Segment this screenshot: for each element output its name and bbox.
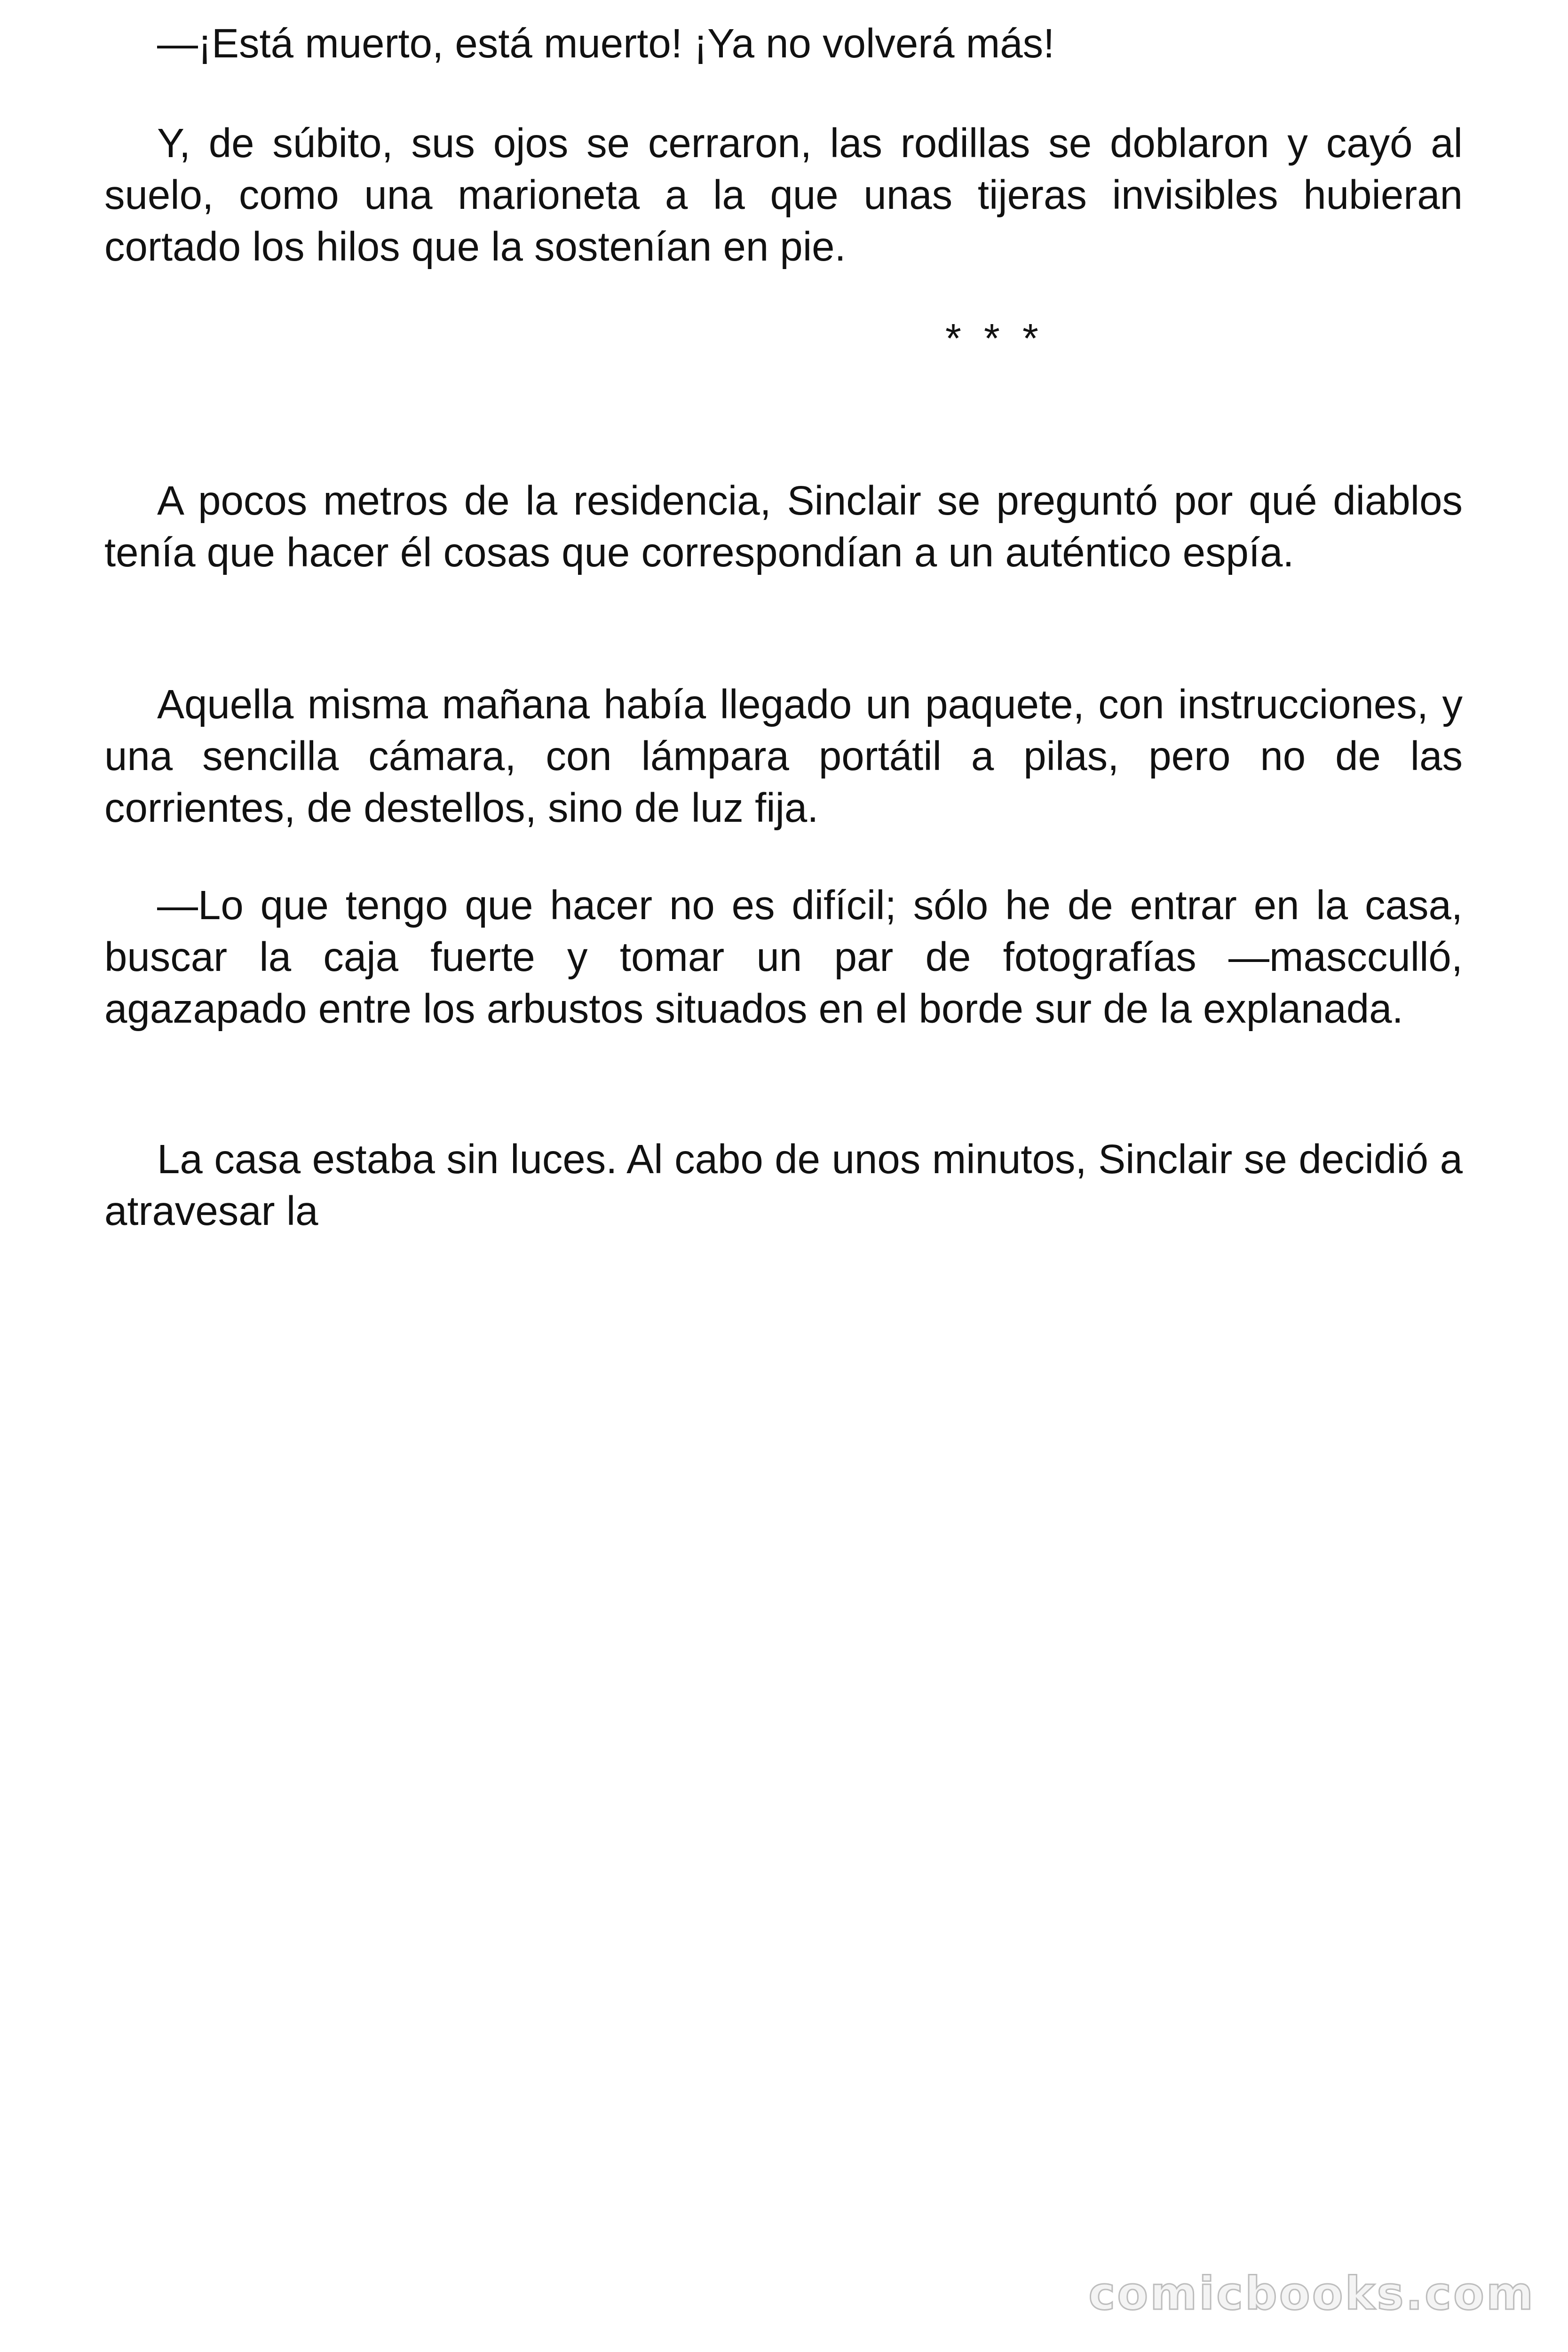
paragraph-house-dark: La casa estaba sin luces. Al cabo de unos minutos, Sinclair se decidió a atravesar la bbox=[104, 1136, 1463, 1234]
watermark-logo: comicbooks.com bbox=[1088, 2267, 1535, 2320]
paragraph-sinclair-spy: A pocos metros de la residencia, Sinclair se preguntó por qué diablos tenía que hacer él cosas que correspondían a un auténtico espía. bbox=[104, 478, 1463, 575]
section-separator: * * * bbox=[945, 316, 1044, 361]
paragraph-safe-photos: —Lo que tengo que hacer no es difícil; sólo he de entrar en la casa, buscar la caja fuerte y tomar un par de fotografías —mascculló, agazapado entre los arbustos situados en el borde sur de la explanada. bbox=[104, 882, 1463, 1032]
paragraph-dialogue-dead: —¡Está muerto, está muerto! ¡Ya no volverá más! bbox=[157, 21, 1055, 66]
paragraph-collapse: Y, de súbito, sus ojos se cerraron, las rodillas se doblaron y cayó al suelo, como una marioneta a la que unas tijeras invisibles hubieran cortado los hilos que la sostenían en pie. bbox=[104, 120, 1463, 270]
paragraph-package: Aquella misma mañana había llegado un paquete, con instrucciones, y una sencilla cámara, con lámpara portátil a pilas, pero no de las corrientes, de destellos, sino de luz fija. bbox=[104, 682, 1463, 831]
